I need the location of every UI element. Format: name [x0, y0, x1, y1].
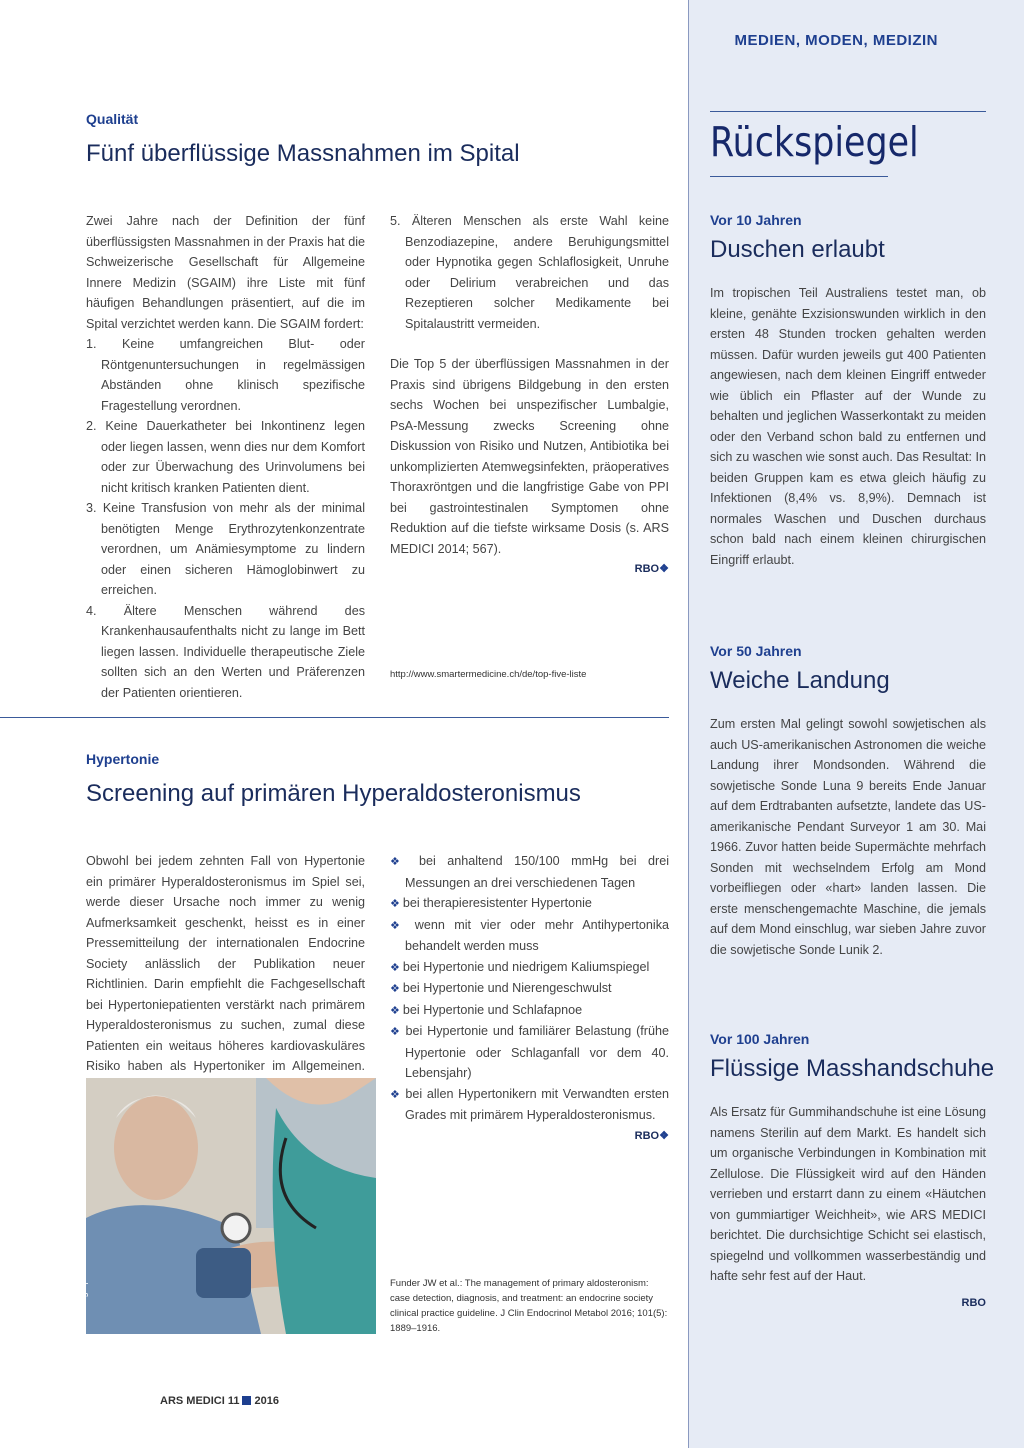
sidebar-section-2-kicker: Vor 50 Jahren — [710, 643, 802, 659]
article1-intro: Zwei Jahre nach der Definition der fünf überflüssigsten Massnahmen in der Praxis hat die Schweizerische Gesellschaft für Allgemeine Innere Medizin (SGAIM) ihre Liste mit fünf häufigen Behandlungen präsentiert, auf die im Spital verzichtet werden kann. Die SGAIM fordert: — [86, 214, 365, 331]
article2-bullet-6: ❖ bei Hypertonie und Schlafapnoe — [390, 1002, 583, 1017]
article1-kicker: Qualität — [86, 111, 139, 127]
article2-title: Screening auf primären Hyperaldosteronismus — [86, 780, 581, 807]
article2-column-right — [390, 851, 669, 1146]
article1-signature: RBO❖ — [634, 563, 669, 575]
article1-item-1: 1. Keine umfangreichen Blut- oder Röntgenuntersuchungen in regelmässigen Abständen ohne klinisch spezifische Fragestellung verordnen. — [86, 337, 365, 413]
blood-pressure-illustration — [86, 1078, 376, 1334]
article-divider — [0, 717, 669, 718]
article2-bullet-8: ❖ bei allen Hypertonikern mit Verwandten ersten Grades mit primärem Hyperaldosteronismus. — [390, 1086, 669, 1122]
sidebar-title: Rückspiegel — [710, 118, 919, 166]
photo-credit: © Photographee.eu – Fotolia.com — [78, 1195, 88, 1330]
article2-bullet-7: ❖ bei Hypertonie und familiärer Belastung (frühe Hypertonie oder Schlaganfall vor dem 40. Lebensjahr) — [390, 1024, 669, 1080]
blood-pressure-photo — [86, 1078, 376, 1334]
article1-column-right — [390, 211, 669, 580]
article1-link[interactable]: http://www.smartermedicine.ch/de/top-five-liste — [390, 669, 587, 680]
article1-column-left — [86, 211, 365, 703]
sidebar-section-3-text: Als Ersatz für Gummihandschuhe ist eine Lösung namens Sterilin auf dem Markt. Es handelt sich um organische Verbindungen in Kombination mit Zellulose. Die Flüssigkeit wird auf den Händen verrieben und erstarrt dann zu einem «Häutchen von gummiartiger Weichheit», wie ARS MEDICI berichtet. Die durchsichtige Schicht sei elastisch, spiegelnd und vollkommen wasserbeständig und hafte sehr fest auf der Haut. RBO — [710, 1102, 986, 1313]
sidebar-section-3-title: Flüssige Masshandschuhe — [710, 1055, 995, 1082]
sidebar-top-rule — [710, 111, 986, 112]
article1-closing: Die Top 5 der überflüssigen Massnahmen in der Praxis sind übrigens Bildgebung in den ersten sechs Wochen bei unspezifischer Lumbalgie, PsA-Messung zwecks Screening ohne Diskussion von Risiko und Nutzen, Antibiotika bei unkomplizierten Atemwegsinfekten, präoperatives Thoraxröntgen und die langfristige Gabe von PPI bei gastrointestinalen Symptomen ohne Reduktion auf die tiefste wirksame Dosis (s. ARS MEDICI 2014; 567). — [390, 357, 669, 556]
sidebar-signature: RBO — [961, 1296, 986, 1309]
sidebar-section-2-title: Weiche Landung — [710, 667, 890, 694]
article1-item-4: 4. Ältere Menschen während des Krankenhausaufenthalts nicht zu lange im Bett liegen lassen. Individuelle therapeutische Ziele sollten sich an den Werten und Präferenzen der Patienten orientieren. — [86, 603, 365, 700]
sidebar-section-3-kicker: Vor 100 Jahren — [710, 1031, 810, 1047]
section-header: MEDIEN, MODEN, MEDIZIN — [734, 32, 938, 49]
article1-title: Fünf überflüssige Massnahmen im Spital — [86, 140, 520, 167]
article2-bullet-1: ❖ bei anhaltend 150/100 mmHg bei drei Messungen an drei verschiedenen Tagen — [390, 854, 669, 890]
sidebar-border — [688, 0, 689, 1448]
sidebar-section-1-text: Im tropischen Teil Australiens testet man, ob kleine, genähte Exzisionswunden wirklich in den ersten 48 Stunden trocken gehalten werden müssen. Dafür wurden jeweils gut 400 Patienten angewiesen, nach dem kleinen Eingriff entweder wie üblich ein Pflaster auf der Wunde zu behalten und jeglichen Wasserkontakt zu meiden oder den Verband schon bald zu entfernen und sich zu waschen wie sonst auch. Das Resultat: In beiden Gruppen kam es etwa gleich häufig zu Infektionen (8,4% vs. 8,9%). Demnach ist normales Waschen und Duschen durchaus schon bald nach einem kleinen chirurgischen Eingriff erlaubt. — [710, 286, 986, 567]
article2-signature: RBO❖ — [634, 1129, 669, 1142]
article1-item-5: 5. Älteren Menschen als erste Wahl keine Benzodiazepine, andere Beruhigungsmittel oder Hypnotika gegen Schlaflosigkeit, Unruhe oder Delirium verabreichen und das Rezeptieren solcher Medikamente bei Spitalaustritt vermeiden. — [390, 214, 669, 331]
page-footer: ARS MEDICI 11 2016 — [160, 1395, 279, 1407]
article2-bullet-5: ❖ bei Hypertonie und Nierengeschwulst — [390, 981, 612, 995]
article2-reference: Funder JW et al.: The management of primary aldosteronism: case detection, diagnosis, and treatment: an endocrine society clinical practice guideline. J Clin Endocrinol Metabol 2016; 101(5): 1889–1916. — [390, 1278, 668, 1334]
article1-item-3: 3. Keine Transfusion von mehr als der minimal benötigten Menge Erythrozytenkonzentrate verordnen, um Anämiesymptome zu lindern oder einen sicheren Hämoglobinwert zu erreichen. — [86, 501, 365, 597]
article2-intro: Obwohl bei jedem zehnten Fall von Hypertonie ein primärer Hyperaldosteronismus im Spiel sei, werde dieser Ursache noch immer zu wenig Aufmerksamkeit geschenkt, heisst es in einer Pressemitteilung der internationalen Endocrine Society anlässlich der Publikation neuer Richtlinien. Darin empfiehlt die Fachgesellschaft bei Hypertoniepatienten verstärkt nach primärem Hyperaldosteronismus zu suchen, zumal diese Patienten ein weitaus höheres kardiovaskuläres Risiko haben als Hypertoniker im Allgemeinen. — [86, 854, 365, 1073]
article2-bullet-2: ❖ bei therapieresistenter Hypertonie — [390, 896, 592, 910]
sidebar-section-2-text: Zum ersten Mal gelingt sowohl sowjetischen als auch US-amerikanischen Astronomen die weiche Landung ihrer Mondsonden. Während die sowjetische Sonde Luna 9 bereits Ende Januar auf dem Erdtrabanten aufsetzte, landete das US-amerikanische Pendant Surveyor 1 am 30. Mai 1966. Zuvor hatten beide Supermächte mehrfach Sonden mit wechselndem Erfolg am Mond vorbeifliegen oder «hart» landen lassen. Die erste menschengemachte Maschine, die jemals auf dem Mond einschlug, war sieben Jahre zuvor die sowjetische Sonde Lunik 2. — [710, 717, 986, 957]
article2-bullet-4: ❖ bei Hypertonie und niedrigem Kaliumspiegel — [390, 959, 650, 974]
footer-square-icon — [242, 1396, 251, 1405]
article2-kicker: Hypertonie — [86, 751, 160, 767]
sidebar-section-1-kicker: Vor 10 Jahren — [710, 212, 802, 228]
sidebar-title-underline — [710, 176, 888, 177]
article1-item-2: 2. Keine Dauerkatheter bei Inkontinenz legen oder liegen lassen, wenn dies nur dem Komfort oder zur Überwachung des Urinvolumens bei nicht kritisch kranken Patienten dient. — [86, 419, 365, 495]
article2-bullet-3: ❖ wenn mit vier oder mehr Antihypertonika behandelt werden muss — [390, 917, 669, 953]
sidebar-section-1-title: Duschen erlaubt — [710, 236, 885, 263]
